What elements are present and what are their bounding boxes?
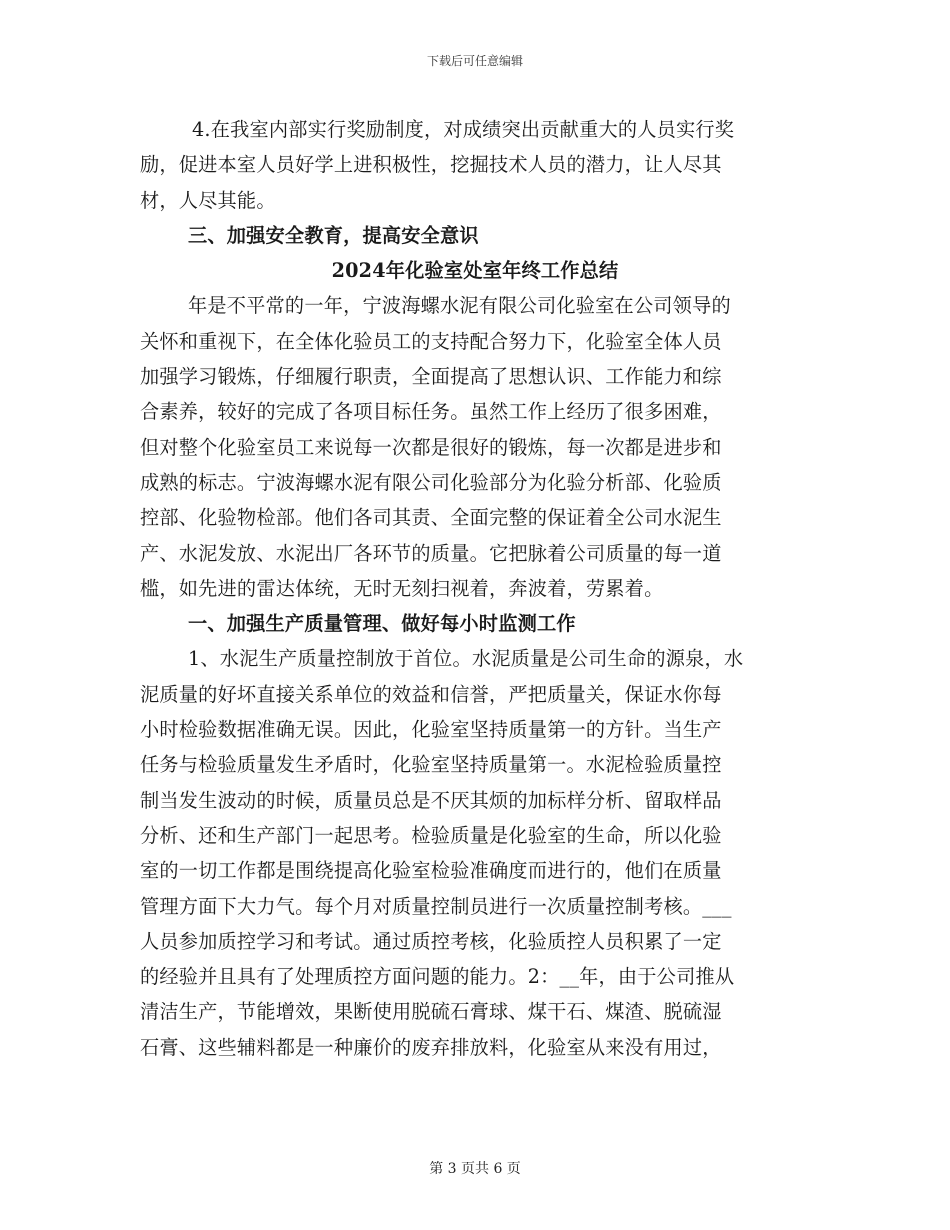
text-line: 管理方面下大力气。每个月对质量控制员进行一次质量控制考核。___	[140, 894, 732, 918]
document-body	[140, 112, 810, 1065]
text-line: 但对整个化验室员工来说每一次都是很好的锻炼，每一次都是进步和	[140, 435, 722, 459]
text-line: 加强学习锻炼，仔细履行职责，全面提高了思想认识、工作能力和综	[140, 365, 722, 389]
text-line: 年是不平常的一年，宁波海螺水泥有限公司化验室在公司领导的	[188, 294, 731, 318]
text-line: 4.在我室内部实行奖励制度，对成绩突出贡献重大的人员实行奖	[192, 118, 735, 141]
text-line: 控部、化验物检部。他们各司其责、全面完整的保证着全公司水泥生	[140, 506, 722, 530]
page-header: 下载后可任意编辑	[426, 54, 523, 68]
text-line: 的经验并且具有了处理质控方面问题的能力。2：__年，由于公司推从	[140, 965, 735, 989]
text-line: 清洁生产，节能增效，果断使用脱硫石膏球、煤干石、煤渣、脱硫湿	[140, 1000, 722, 1024]
text-line: 合素养，较好的完成了各项目标任务。虽然工作上经历了很多困难，	[140, 400, 722, 424]
text-line: 1、水泥生产质量控制放于首位。水泥质量是公司生命的源泉，水	[188, 647, 744, 671]
section-heading: 一、加强生产质量管理、做好每小时监测工作	[188, 612, 576, 636]
text-line: 石膏、这些辅料都是一种廉价的废弃排放料，化验室从来没有用过，	[140, 1035, 722, 1059]
text-line: 室的一切工作都是围绕提高化验室检验准确度而进行的，他们在质量	[140, 859, 722, 883]
text-line: 关怀和重视下，在全体化验员工的支持配合努力下，化验室全体人员	[140, 329, 722, 353]
text-line: 成熟的标志。宁波海螺水泥有限公司化验部分为化验分析部、化验质	[140, 470, 722, 494]
page-footer: 第 3 页共 6 页	[429, 1161, 521, 1177]
text-line: 产、水泥发放、水泥出厂各环节的质量。它把脉着公司质量的每一道	[140, 541, 722, 565]
text-line: 槛，如先进的雷达体统，无时无刻扫视着，奔波着，劳累着。	[140, 576, 664, 600]
text-line: 励，促进本室人员好学上进积极性，挖掘技术人员的潜力，让人尽其	[140, 153, 722, 177]
text-line: 任务与检验质量发生矛盾时，化验室坚持质量第一。水泥检验质量控	[140, 753, 722, 777]
text-line: 制当发生波动的时候，质量员总是不厌其烦的加标样分析、留取样品	[140, 788, 722, 812]
section-heading: 三、加强安全教育，提高安全意识	[188, 223, 479, 247]
text-line: 材，人尽其能。	[140, 188, 276, 212]
text-line: 小时检验数据准确无误。因此，化验室坚持质量第一的方针。当生产	[140, 718, 722, 742]
text-line: 泥质量的好坏直接关系单位的效益和信誉，严把质量关，保证水你每	[140, 682, 722, 706]
text-line: 分析、还和生产部门一起思考。检验质量是化验室的生命，所以化验	[140, 823, 722, 847]
text-line: 人员参加质控学习和考试。通过质控考核，化验质控人员积累了一定	[140, 929, 722, 953]
section-heading: 2024年化验室处室年终工作总结	[331, 259, 619, 283]
